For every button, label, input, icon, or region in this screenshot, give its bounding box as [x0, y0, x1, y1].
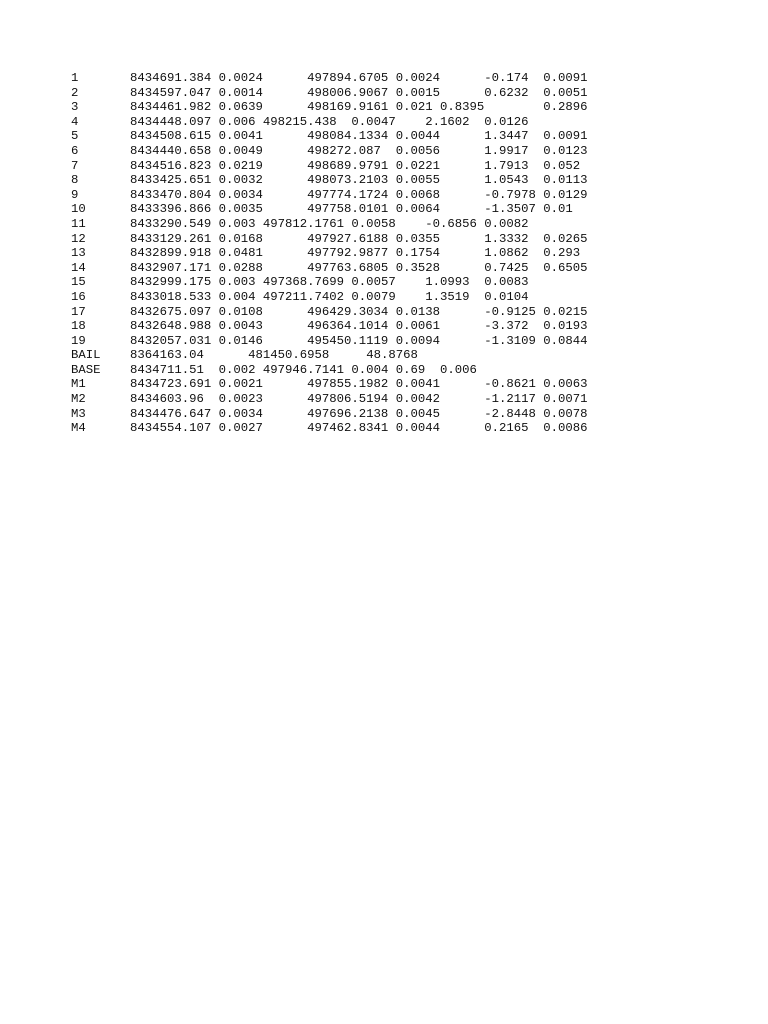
text-line: 14 8432907.171 0.0288 497763.6805 0.3528 0.7425 0.6505: [71, 260, 588, 275]
text-line: 9 8433470.804 0.0034 497774.1724 0.0068 -0.7978 0.0129: [71, 187, 588, 202]
text-document: [71, 71, 588, 436]
text-line: BAIL 8364163.04 481450.6958 48.8768: [71, 348, 418, 363]
text-line: 12 8433129.261 0.0168 497927.6188 0.0355 1.3332 0.0265: [71, 231, 588, 246]
text-line: 3 8434461.982 0.0639 498169.9161 0.021 0.8395 0.2896: [71, 100, 588, 115]
text-line: 2 8434597.047 0.0014 498006.9067 0.0015 0.6232 0.0051: [71, 85, 588, 100]
text-line: 7 8434516.823 0.0219 498689.9791 0.0221 1.7913 0.052: [71, 158, 581, 173]
text-line: 16 8433018.533 0.004 497211.7402 0.0079 1.3519 0.0104: [71, 289, 529, 304]
text-line: 19 8432057.031 0.0146 495450.1119 0.0094 -1.3109 0.0844: [71, 333, 588, 348]
text-line: BASE 8434711.51 0.002 497946.7141 0.004 0.69 0.006: [71, 362, 477, 377]
text-line: 11 8433290.549 0.003 497812.1761 0.0058 -0.6856 0.0082: [71, 216, 529, 231]
text-line: 17 8432675.097 0.0108 496429.3034 0.0138 -0.9125 0.0215: [71, 304, 588, 319]
text-line: 5 8434508.615 0.0041 498084.1334 0.0044 1.3447 0.0091: [71, 129, 588, 144]
text-line: 18 8432648.988 0.0043 496364.1014 0.0061 -3.372 0.0193: [71, 319, 588, 334]
text-line: 4 8434448.097 0.006 498215.438 0.0047 2.1602 0.0126: [71, 114, 529, 129]
text-line: M4 8434554.107 0.0027 497462.8341 0.0044 0.2165 0.0086: [71, 421, 588, 436]
text-line: 6 8434440.658 0.0049 498272.087 0.0056 1.9917 0.0123: [71, 143, 588, 158]
text-line: M3 8434476.647 0.0034 497696.2138 0.0045 -2.8448 0.0078: [71, 406, 588, 421]
text-line: 13 8432899.918 0.0481 497792.9877 0.1754 1.0862 0.293: [71, 246, 581, 261]
text-line: 8 8433425.651 0.0032 498073.2103 0.0055 1.0543 0.0113: [71, 173, 588, 188]
text-line: M2 8434603.96 0.0023 497806.5194 0.0042 -1.2117 0.0071: [71, 392, 588, 407]
text-line: 15 8432999.175 0.003 497368.7699 0.0057 1.0993 0.0083: [71, 275, 529, 290]
text-line: 10 8433396.866 0.0035 497758.0101 0.0064 -1.3507 0.01: [71, 202, 573, 217]
text-line: M1 8434723.691 0.0021 497855.1982 0.0041 -0.8621 0.0063: [71, 377, 588, 392]
text-line: 1 8434691.384 0.0024 497894.6705 0.0024 -0.174 0.0091: [71, 71, 588, 85]
